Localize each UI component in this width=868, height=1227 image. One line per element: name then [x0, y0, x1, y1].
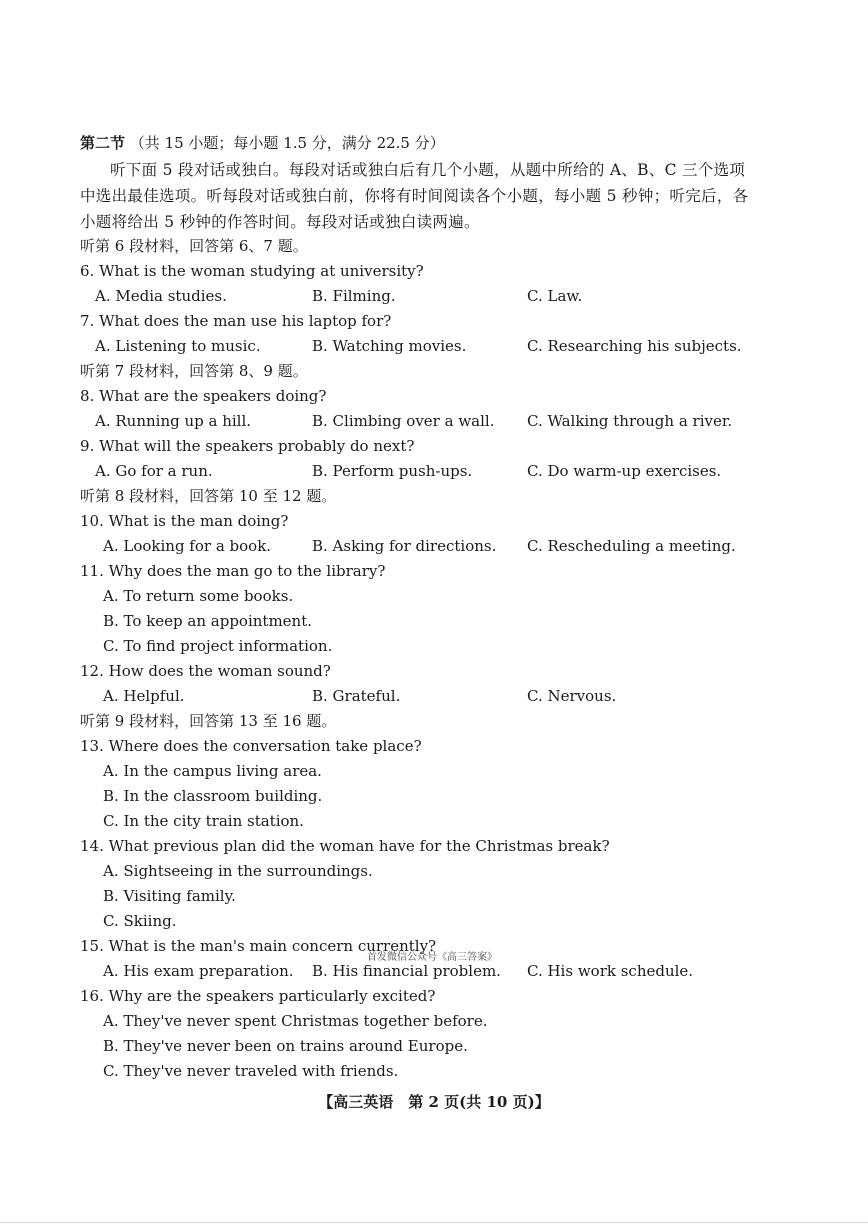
question-10-stem: 10. What is the man doing?: [80, 512, 289, 530]
question-6-option-a[interactable]: A. Media studies.: [95, 287, 227, 305]
question-15-option-b[interactable]: B. His financial problem.: [312, 962, 501, 980]
question-12-stem: 12. How does the woman sound?: [80, 662, 331, 680]
question-11-option-c[interactable]: C. To find project information.: [103, 637, 333, 655]
question-16-option-b[interactable]: B. They've never been on trains around Europe.: [103, 1037, 468, 1055]
question-13-option-a[interactable]: A. In the campus living area.: [103, 762, 322, 780]
question-9-option-c[interactable]: C. Do warm-up exercises.: [527, 462, 722, 480]
question-14-option-a[interactable]: A. Sightseeing in the surroundings.: [103, 862, 373, 880]
question-12-option-b[interactable]: B. Grateful.: [312, 687, 401, 705]
group-heading-9: 听第 9 段材料，回答第 13 至 16 题。: [80, 712, 337, 730]
page-footer: 【高三英语 第 2 页(共 10 页)】: [318, 1093, 550, 1111]
question-9-option-b[interactable]: B. Perform push-ups.: [312, 462, 473, 480]
question-11-stem: 11. Why does the man go to the library?: [80, 562, 386, 580]
question-8-stem: 8. What are the speakers doing?: [80, 387, 327, 405]
question-8-option-c[interactable]: C. Walking through a river.: [527, 412, 733, 430]
question-13-stem: 13. Where does the conversation take place?: [80, 737, 422, 755]
question-14-option-c[interactable]: C. Skiing.: [103, 912, 177, 930]
question-7-option-b[interactable]: B. Watching movies.: [312, 337, 467, 355]
question-10-option-b[interactable]: B. Asking for directions.: [312, 537, 497, 555]
question-9-stem: 9. What will the speakers probably do next?: [80, 437, 415, 455]
question-6-stem: 6. What is the woman studying at university?: [80, 262, 424, 280]
question-13-option-c[interactable]: C. In the city train station.: [103, 812, 304, 830]
section-title: 第二节: [80, 134, 126, 152]
question-7-stem: 7. What does the man use his laptop for?: [80, 312, 392, 330]
instruction-line-3: 小题将给出 5 秒钟的作答时间。每段对话或独白读两遍。: [80, 213, 480, 231]
question-7-option-a[interactable]: A. Listening to music.: [95, 337, 261, 355]
question-8-option-b[interactable]: B. Climbing over a wall.: [312, 412, 495, 430]
question-11-option-b[interactable]: B. To keep an appointment.: [103, 612, 313, 630]
question-6-option-c[interactable]: C. Law.: [527, 287, 583, 305]
question-9-option-a[interactable]: A. Go for a run.: [95, 462, 213, 480]
question-15-stem: 15. What is the man's main concern currently?: [80, 937, 437, 955]
question-16-stem: 16. Why are the speakers particularly excited?: [80, 987, 436, 1005]
question-11-option-a[interactable]: A. To return some books.: [103, 587, 294, 605]
question-6-option-b[interactable]: B. Filming.: [312, 287, 396, 305]
question-8-option-a[interactable]: A. Running up a hill.: [95, 412, 252, 430]
question-16-option-a[interactable]: A. They've never spent Christmas together before.: [103, 1012, 488, 1030]
question-7-option-c[interactable]: C. Researching his subjects.: [527, 337, 742, 355]
section-heading: [80, 133, 445, 153]
group-heading-6: 听第 6 段材料，回答第 6、7 题。: [80, 237, 308, 255]
question-15-option-c[interactable]: C. His work schedule.: [527, 962, 694, 980]
watermark: 首发微信公众号《高三答案》: [367, 952, 497, 963]
question-10-option-c[interactable]: C. Rescheduling a meeting.: [527, 537, 736, 555]
instruction-line-1: 听下面 5 段对话或独白。每段对话或独白后有几个小题，从题中所给的 A、B、C 三个选项: [110, 161, 746, 179]
group-heading-8: 听第 8 段材料，回答第 10 至 12 题。: [80, 487, 337, 505]
question-10-option-a[interactable]: A. Looking for a book.: [103, 537, 272, 555]
instruction-line-2: 中选出最佳选项。听每段对话或独白前，你将有时间阅读各个小题，每小题 5 秒钟；听完后，各: [80, 187, 749, 205]
question-16-option-c[interactable]: C. They've never traveled with friends.: [103, 1062, 399, 1080]
question-14-stem: 14. What previous plan did the woman have for the Christmas break?: [80, 837, 610, 855]
question-12-option-c[interactable]: C. Nervous.: [527, 687, 617, 705]
question-13-option-b[interactable]: B. In the classroom building.: [103, 787, 323, 805]
question-12-option-a[interactable]: A. Helpful.: [103, 687, 185, 705]
bottom-divider: [0, 1222, 868, 1223]
question-15-option-a[interactable]: A. His exam preparation.: [103, 962, 294, 980]
group-heading-7: 听第 7 段材料，回答第 8、9 题。: [80, 362, 308, 380]
section-note: （共 15 小题；每小题 1.5 分，满分 22.5 分）: [129, 134, 445, 152]
question-14-option-b[interactable]: B. Visiting family.: [103, 887, 236, 905]
